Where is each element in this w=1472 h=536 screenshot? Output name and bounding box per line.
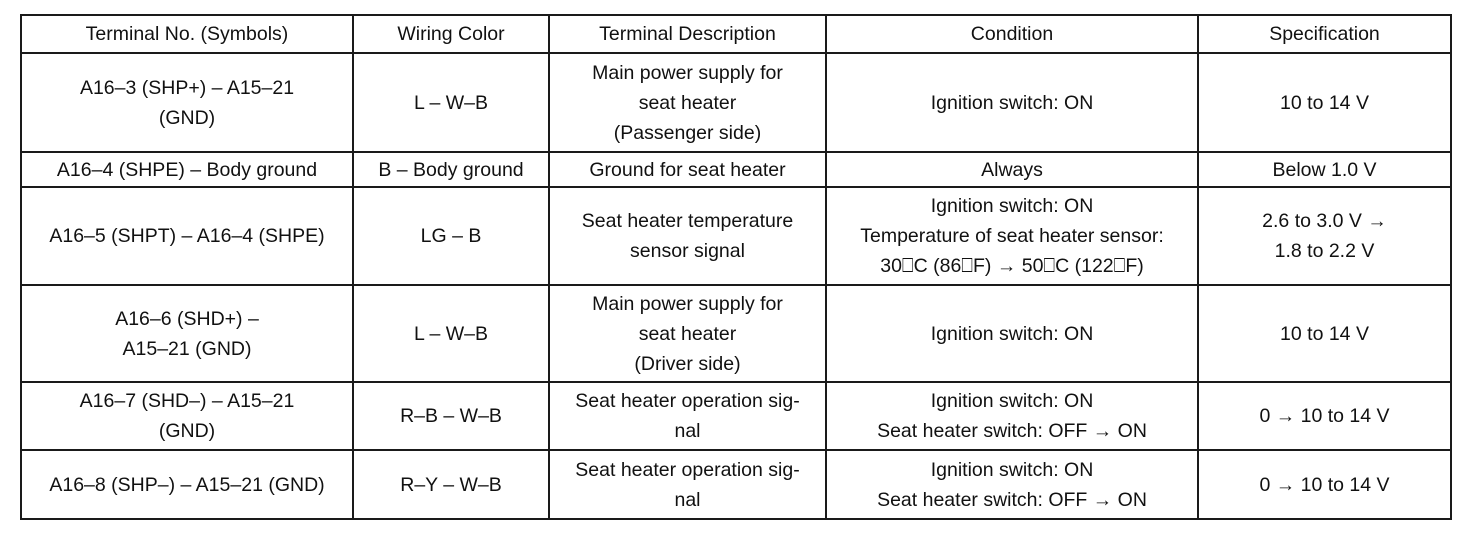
wiring-text: L – W–B <box>413 91 489 114</box>
table-row <box>21 187 1451 285</box>
condition-text: Ignition switch: ON <box>930 91 1094 114</box>
terminal-text: A16–4 (SHPE) – Body ground <box>56 158 318 181</box>
cell-condition <box>826 53 1198 152</box>
specification-text: 2.6 to 3.0 V → 1.8 to 2.2 V <box>1262 210 1387 262</box>
table-row <box>21 53 1451 152</box>
terminal-text: A16–8 (SHP–) – A15–21 (GND) <box>49 473 325 496</box>
cell-specification <box>1198 187 1451 285</box>
terminal-text: A16–6 (SHD+) – A15–21 (GND) <box>115 307 259 360</box>
cell-specification <box>1198 450 1451 519</box>
cell-description <box>549 53 826 152</box>
cell-description <box>549 285 826 382</box>
description-text: Ground for seat heater <box>589 158 786 181</box>
description-text: Seat heater operation sig- nal <box>575 390 800 442</box>
cell-specification <box>1198 152 1451 187</box>
condition-text: Ignition switch: ON Seat heater switch: OFF → ON <box>877 390 1147 442</box>
condition-text: Always <box>981 158 1043 181</box>
cell-terminal <box>21 450 353 519</box>
header-specification: Specification <box>1198 15 1451 53</box>
cell-terminal <box>21 187 353 285</box>
terminal-text: A16–5 (SHPT) – A16–4 (SHPE) <box>49 225 325 247</box>
cell-description <box>549 382 826 450</box>
cell-wiring-color <box>353 152 549 187</box>
cell-condition <box>826 382 1198 450</box>
specification-text: 10 to 14 V <box>1280 322 1369 345</box>
condition-text: Ignition switch: ON <box>930 322 1094 345</box>
wiring-text: R–Y – W–B <box>400 473 502 496</box>
specification-text: 10 to 14 V <box>1280 91 1369 114</box>
cell-condition <box>826 187 1198 285</box>
cell-condition <box>826 285 1198 382</box>
table-row <box>21 450 1451 519</box>
terminal-text: A16–7 (SHD–) – A15–21 (GND) <box>79 390 295 442</box>
cell-terminal <box>21 152 353 187</box>
cell-specification <box>1198 285 1451 382</box>
condition-text: Ignition switch: ON Temperature of seat heater sensor: 30⎕C (86⎕F) → 50⎕C (122⎕F) <box>860 195 1164 277</box>
description-text: Seat heater temperature sensor signal <box>581 210 794 262</box>
cell-specification <box>1198 382 1451 450</box>
terminal-text: A16–3 (SHP+) – A15–21 (GND) <box>79 76 295 129</box>
wiring-text: L – W–B <box>413 322 489 345</box>
description-text: Main power supply for seat heater (Passenger side) <box>592 61 783 144</box>
header-terminal-no: Terminal No. (Symbols) <box>21 15 353 53</box>
header-condition: Condition <box>826 15 1198 53</box>
table-row <box>21 152 1451 187</box>
specification-text: 0 → 10 to 14 V <box>1259 473 1390 496</box>
cell-terminal <box>21 53 353 152</box>
cell-description <box>549 450 826 519</box>
header-wiring-color: Wiring Color <box>353 15 549 53</box>
table-row <box>21 382 1451 450</box>
cell-wiring-color <box>353 285 549 382</box>
cell-condition <box>826 450 1198 519</box>
description-text: Seat heater operation sig- nal <box>575 458 800 511</box>
description-text: Main power supply for seat heater (Driver side) <box>592 292 783 375</box>
condition-text: Ignition switch: ON Seat heater switch: OFF → ON <box>877 458 1147 511</box>
cell-wiring-color <box>353 450 549 519</box>
cell-description <box>549 187 826 285</box>
cell-wiring-color <box>353 187 549 285</box>
cell-description <box>549 152 826 187</box>
specification-text: Below 1.0 V <box>1272 158 1377 181</box>
table-row <box>21 285 1451 382</box>
wiring-text: LG – B <box>420 225 482 247</box>
specification-text: 0 → 10 to 14 V <box>1259 405 1390 427</box>
cell-wiring-color <box>353 53 549 152</box>
table-header-row <box>21 15 1451 53</box>
cell-condition <box>826 152 1198 187</box>
wiring-text: B – Body ground <box>378 158 524 181</box>
cell-terminal <box>21 382 353 450</box>
cell-terminal <box>21 285 353 382</box>
cell-wiring-color <box>353 382 549 450</box>
wiring-text: R–B – W–B <box>400 405 502 427</box>
terminal-spec-table <box>20 14 1452 520</box>
cell-specification <box>1198 53 1451 152</box>
header-terminal-description: Terminal Description <box>549 15 826 53</box>
terminal-spec-table-container <box>20 14 1450 520</box>
